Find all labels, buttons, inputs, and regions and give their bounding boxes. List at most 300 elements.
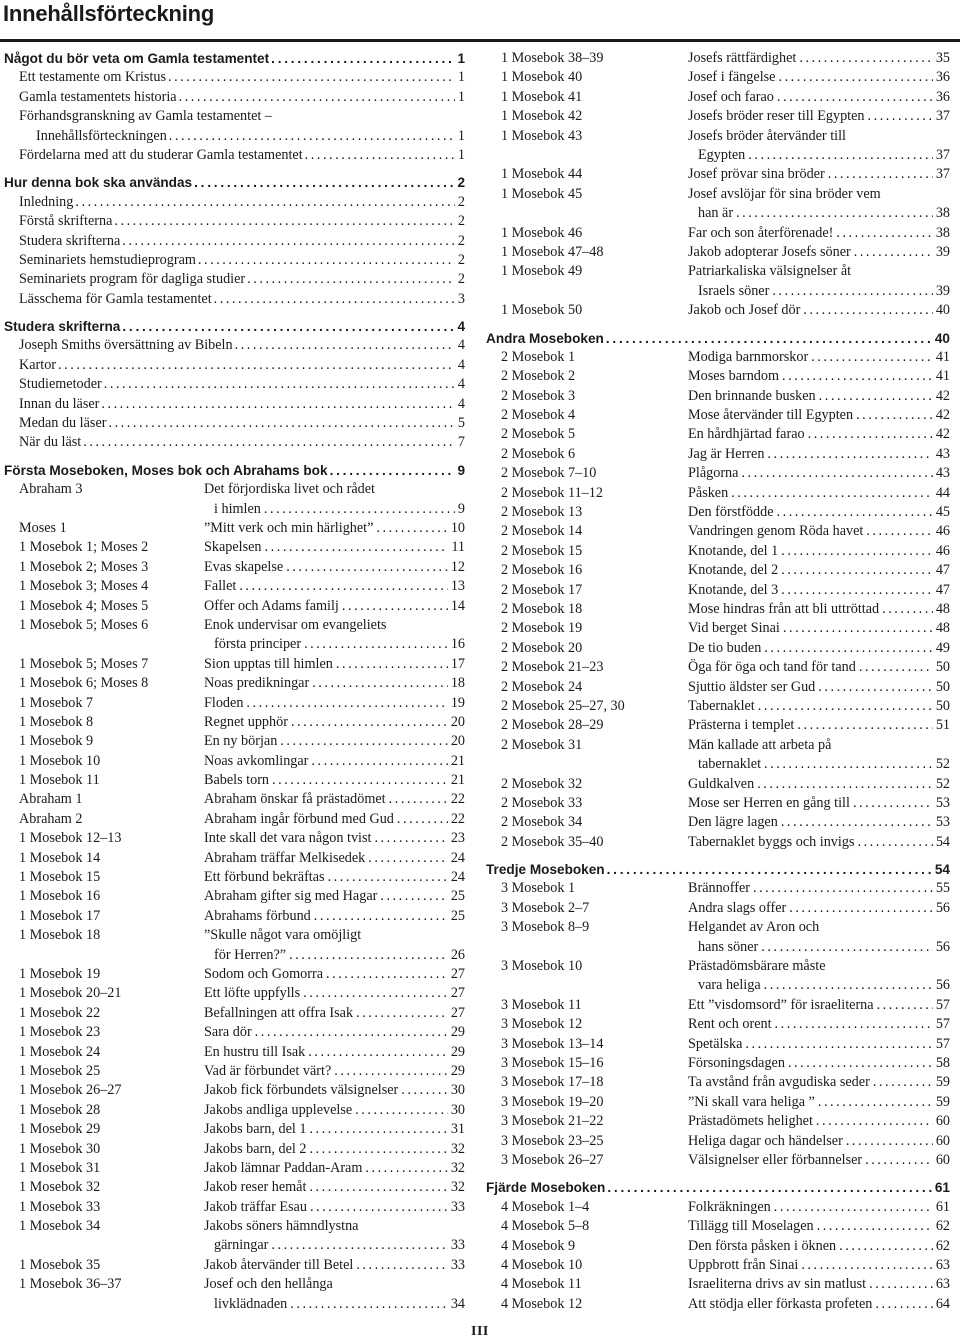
toc-chapter-row[interactable]	[486, 1073, 950, 1092]
chapter-reference: 1 Mosebok 47–48	[501, 243, 604, 260]
chapter-reference: 1 Mosebok 14	[19, 849, 101, 866]
chapter-title: Befallningen att offra Isak	[204, 1004, 354, 1021]
chapter-page: 33	[450, 1198, 465, 1215]
entry-title: När du läst	[19, 434, 82, 451]
chapter-title-line	[204, 810, 465, 829]
chapter-page: 47	[935, 562, 950, 579]
chapter-reference: 2 Mosebok 17	[501, 581, 583, 598]
chapter-title-line	[688, 1198, 950, 1217]
chapter-reference: 1 Mosebok 2; Moses 3	[19, 558, 149, 575]
toc-entry[interactable]	[4, 127, 465, 146]
chapter-title-block	[204, 597, 465, 616]
chapter-page: 17	[450, 655, 465, 672]
chapter-reference: 2 Mosebok 34	[501, 814, 583, 831]
toc-chapter-row[interactable]	[486, 301, 950, 320]
chapter-title-line	[204, 674, 465, 693]
dot-leader	[797, 716, 932, 735]
toc-chapter-row[interactable]	[486, 697, 950, 716]
dot-leader	[607, 860, 932, 879]
chapter-reference: 1 Mosebok 46	[501, 224, 583, 241]
toc-chapter-row[interactable]	[4, 655, 465, 674]
toc-chapter-row[interactable]	[486, 600, 950, 619]
chapter-reference: 1 Mosebok 7	[19, 694, 94, 711]
dot-leader	[309, 1120, 447, 1139]
chapter-page: 63	[935, 1276, 950, 1293]
entry-title: Gamla testamentets historia	[19, 88, 177, 105]
toc-chapter-row[interactable]	[486, 1035, 950, 1054]
toc-entry[interactable]	[4, 290, 465, 309]
toc-entry[interactable]	[4, 68, 465, 87]
section-heading[interactable]	[4, 49, 465, 68]
toc-chapter-row[interactable]	[486, 813, 950, 832]
toc-chapter-row[interactable]	[486, 1015, 950, 1034]
toc-chapter-row[interactable]	[486, 542, 950, 561]
toc-chapter-row[interactable]	[486, 918, 950, 957]
chapter-title-block	[688, 581, 950, 600]
chapter-reference: 1 Mosebok 34	[19, 1218, 101, 1235]
chapter-page: 37	[935, 166, 950, 183]
toc-chapter-row[interactable]	[486, 107, 950, 126]
toc-chapter-row[interactable]	[486, 794, 950, 813]
toc-chapter-row[interactable]	[4, 597, 465, 616]
chapter-title: ”Ni skall vara heliga ”	[688, 1093, 815, 1110]
chapter-page: 51	[935, 717, 950, 734]
dot-leader	[736, 204, 933, 223]
dot-leader	[774, 1198, 933, 1217]
chapter-title-line	[204, 887, 465, 906]
chapter-title-line	[688, 1237, 950, 1256]
toc-chapter-row[interactable]	[486, 775, 950, 794]
chapter-title: Den förstfödde	[688, 504, 774, 521]
chapter-title-line	[204, 1101, 465, 1120]
toc-entry[interactable]	[4, 356, 465, 375]
toc-chapter-row[interactable]	[486, 185, 950, 224]
toc-chapter-row[interactable]	[486, 1295, 950, 1314]
toc-chapter-row[interactable]	[4, 1120, 465, 1139]
toc-entry[interactable]	[4, 336, 465, 355]
chapter-title: Tillägg till Moselagen	[688, 1218, 814, 1235]
chapter-title: Prästerna i templet	[688, 717, 795, 734]
chapter-title: Josef avslöjar för sina bröder vem	[688, 185, 881, 202]
chapter-page: 22	[450, 791, 465, 808]
chapter-title-line	[204, 1198, 465, 1217]
chapter-title-line	[688, 561, 950, 580]
dot-leader	[309, 1140, 447, 1159]
chapter-title-block	[688, 484, 950, 503]
toc-chapter-row[interactable]	[4, 1004, 465, 1023]
chapter-title: Jakob återvänder till Betel	[204, 1256, 354, 1273]
toc-chapter-row[interactable]	[4, 887, 465, 906]
dot-leader	[836, 224, 932, 243]
chapter-title-block	[688, 1132, 950, 1151]
toc-chapter-row[interactable]	[486, 127, 950, 166]
chapter-title: Mose hindras från att bli uttröttad	[688, 600, 880, 617]
section-heading[interactable]	[4, 461, 465, 480]
toc-entry[interactable]	[4, 193, 465, 212]
chapter-title-block	[204, 480, 465, 519]
chapter-title-block	[204, 1023, 465, 1042]
toc-chapter-row[interactable]	[4, 1062, 465, 1081]
toc-chapter-row[interactable]	[486, 639, 950, 658]
toc-chapter-row[interactable]	[486, 996, 950, 1015]
toc-chapter-row[interactable]	[486, 561, 950, 580]
toc-chapter-row[interactable]	[4, 829, 465, 848]
chapter-page: 25	[450, 907, 465, 924]
toc-chapter-row[interactable]	[4, 558, 465, 577]
toc-chapter-row[interactable]	[4, 1217, 465, 1256]
chapter-page: 18	[450, 675, 465, 692]
entry-page: 2	[457, 271, 465, 288]
chapter-reference: 1 Mosebok 8	[19, 713, 94, 730]
dot-leader	[290, 1295, 448, 1314]
chapter-title-line	[688, 107, 950, 126]
chapter-reference: 1 Mosebok 12–13	[19, 830, 122, 847]
chapter-reference: 1 Mosebok 19	[19, 966, 101, 983]
toc-chapter-row[interactable]	[4, 577, 465, 596]
toc-chapter-row[interactable]	[4, 984, 465, 1003]
chapter-page: 37	[935, 146, 950, 163]
toc-chapter-row[interactable]	[486, 262, 950, 301]
chapter-page: 20	[450, 733, 465, 750]
toc-chapter-row[interactable]	[4, 926, 465, 965]
chapter-reference: 1 Mosebok 32	[19, 1179, 101, 1196]
dot-leader	[280, 732, 448, 751]
dot-leader	[757, 775, 933, 794]
toc-chapter-row[interactable]	[486, 1112, 950, 1131]
chapter-title-block	[688, 107, 950, 126]
toc-chapter-row[interactable]	[486, 425, 950, 444]
toc-chapter-row[interactable]	[4, 519, 465, 538]
toc-entry[interactable]	[4, 270, 465, 289]
heading-title: Första Moseboken, Moses bok och Abrahams bok	[4, 462, 328, 478]
chapter-page: 22	[450, 810, 465, 827]
toc-chapter-row[interactable]	[4, 1275, 465, 1314]
chapter-page: 55	[935, 880, 950, 897]
toc-chapter-row[interactable]	[4, 1178, 465, 1197]
toc-entry[interactable]	[4, 395, 465, 414]
chapter-title-line	[688, 185, 950, 204]
chapter-title-block	[688, 957, 950, 996]
toc-entry[interactable]	[4, 146, 465, 165]
chapter-reference: 1 Mosebok 24	[19, 1043, 101, 1060]
chapter-title-block	[688, 367, 950, 386]
toc-chapter-row[interactable]	[4, 1256, 465, 1275]
chapter-reference: 2 Mosebok 14	[501, 523, 583, 540]
chapter-page: 46	[935, 542, 950, 559]
chapter-title-continued: första principer	[214, 636, 302, 653]
toc-chapter-row[interactable]	[4, 790, 465, 809]
toc-chapter-row[interactable]	[486, 503, 950, 522]
chapter-page: 61	[935, 1198, 950, 1215]
dot-leader	[853, 794, 933, 813]
toc-chapter-row[interactable]	[486, 68, 950, 87]
chapter-title: Evas skapelse	[204, 558, 284, 575]
chapter-title: Spetälska	[688, 1035, 743, 1052]
toc-chapter-row[interactable]	[4, 1101, 465, 1120]
chapter-title: Knotande, del 2	[688, 562, 779, 579]
dot-leader	[101, 395, 455, 414]
chapter-title-line	[688, 425, 950, 444]
chapter-page: 36	[935, 69, 950, 86]
chapter-title: Jag är Herren	[688, 445, 765, 462]
chapter-title: Den lägre lagen	[688, 814, 778, 831]
toc-chapter-row[interactable]	[4, 480, 465, 519]
toc-entry[interactable]	[4, 375, 465, 394]
chapter-reference: 3 Mosebok 8–9	[501, 919, 590, 936]
toc-chapter-row[interactable]	[486, 1237, 950, 1256]
toc-chapter-row[interactable]	[486, 1093, 950, 1112]
toc-chapter-row[interactable]	[4, 694, 465, 713]
dot-leader	[374, 829, 447, 848]
chapter-reference: 4 Mosebok 10	[501, 1256, 583, 1273]
chapter-page: 20	[450, 713, 465, 730]
chapter-page: 39	[935, 282, 950, 299]
chapter-reference: 1 Mosebok 18	[19, 927, 101, 944]
chapter-reference: 1 Mosebok 43	[501, 127, 583, 144]
entry-page: 1	[457, 127, 465, 144]
toc-chapter-row[interactable]	[486, 1151, 950, 1170]
entry-title: Lässchema för Gamla testamentet	[19, 290, 212, 307]
chapter-title-line-2	[204, 1295, 465, 1314]
chapter-title-line	[688, 522, 950, 541]
toc-entry[interactable]	[4, 433, 465, 452]
chapter-title: Andra slags offer	[688, 899, 787, 916]
chapter-page: 60	[935, 1113, 950, 1130]
chapter-title-block	[204, 1120, 465, 1139]
section-gap	[4, 453, 465, 461]
chapter-reference: 3 Mosebok 19–20	[501, 1093, 604, 1110]
chapter-title-line	[204, 1275, 465, 1294]
toc-chapter-row[interactable]	[486, 88, 950, 107]
toc-chapter-row[interactable]	[4, 732, 465, 751]
toc-chapter-row[interactable]	[486, 1217, 950, 1236]
chapter-title-line	[204, 1043, 465, 1062]
dot-leader	[817, 1217, 933, 1236]
chapter-title-block	[204, 713, 465, 732]
toc-entry[interactable]	[4, 107, 465, 126]
chapter-page: 56	[935, 899, 950, 916]
chapter-title-line	[688, 1112, 950, 1131]
toc-chapter-row[interactable]	[4, 713, 465, 732]
dot-leader	[272, 771, 448, 790]
chapter-title-line	[204, 771, 465, 790]
chapter-page: 25	[450, 888, 465, 905]
toc-chapter-row[interactable]	[486, 957, 950, 996]
chapter-title: Abraham ingår förbund med Gud	[204, 810, 394, 827]
chapter-title-block	[204, 1275, 465, 1314]
chapter-title-block	[204, 732, 465, 751]
toc-chapter-row[interactable]	[486, 658, 950, 677]
chapter-title: Josef prövar sina bröder	[688, 166, 825, 183]
chapter-reference: 3 Mosebok 2–7	[501, 899, 590, 916]
chapter-title-block	[204, 926, 465, 965]
toc-chapter-row[interactable]	[486, 1132, 950, 1151]
toc-chapter-row[interactable]	[486, 522, 950, 541]
chapter-title-block	[688, 1035, 950, 1054]
chapter-page: 43	[935, 465, 950, 482]
chapter-title: Ett förbund bekräftas	[204, 869, 325, 886]
toc-chapter-row[interactable]	[486, 367, 950, 386]
chapter-title: Vandringen genom Röda havet	[688, 523, 864, 540]
chapter-title: Mose återvänder till Egypten	[688, 407, 854, 424]
chapter-reference: 3 Mosebok 10	[501, 958, 583, 975]
toc-chapter-row[interactable]	[486, 1198, 950, 1217]
dot-leader	[271, 1236, 447, 1255]
chapter-title: Sodom och Gomorra	[204, 966, 324, 983]
toc-chapter-row[interactable]	[486, 49, 950, 68]
toc-chapter-row[interactable]	[486, 387, 950, 406]
chapter-reference: 2 Mosebok 18	[501, 600, 583, 617]
toc-chapter-row[interactable]	[4, 810, 465, 829]
chapter-title-line	[688, 1217, 950, 1236]
heading-page: 40	[934, 330, 950, 346]
dot-leader	[777, 503, 933, 522]
dot-leader	[83, 433, 455, 452]
toc-chapter-row[interactable]	[486, 1275, 950, 1294]
section-heading[interactable]	[486, 1178, 950, 1197]
toc-chapter-row[interactable]	[4, 965, 465, 984]
chapter-title-line	[204, 597, 465, 616]
dot-leader	[286, 558, 448, 577]
dot-leader	[330, 461, 455, 480]
toc-chapter-row[interactable]	[486, 406, 950, 425]
toc-chapter-row[interactable]	[486, 484, 950, 503]
chapter-title: Vad är förbundet värt?	[204, 1062, 332, 1079]
chapter-title: ”Mitt verk och min härlighet”	[204, 520, 374, 536]
toc-chapter-row[interactable]	[486, 445, 950, 464]
chapter-reference: 3 Mosebok 23–25	[501, 1132, 604, 1149]
section-gap	[486, 852, 950, 860]
toc-chapter-row[interactable]	[486, 619, 950, 638]
chapter-title-block	[204, 752, 465, 771]
chapter-title-line	[688, 464, 950, 483]
chapter-title-line	[688, 716, 950, 735]
toc-chapter-row[interactable]	[4, 907, 465, 926]
toc-chapter-row[interactable]	[4, 868, 465, 887]
chapter-page: 9	[457, 500, 465, 517]
chapter-page: 43	[935, 445, 950, 462]
chapter-title-block	[204, 616, 465, 655]
chapter-reference: 1 Mosebok 1; Moses 2	[19, 539, 149, 556]
toc-chapter-row[interactable]	[4, 1081, 465, 1100]
chapter-title: Offer och Adams familj	[204, 597, 339, 614]
chapter-title: Knotande, del 1	[688, 542, 779, 559]
toc-chapter-row[interactable]	[486, 243, 950, 262]
section-heading[interactable]	[486, 860, 950, 879]
toc-entry[interactable]	[4, 232, 465, 251]
chapter-title-line	[688, 1015, 950, 1034]
dot-leader	[104, 375, 455, 394]
toc-chapter-row[interactable]	[486, 348, 950, 367]
chapter-title: Jakob och Josef dör	[688, 302, 801, 319]
dot-leader	[311, 752, 447, 771]
toc-chapter-row[interactable]	[486, 224, 950, 243]
entry-title: Medan du läser	[19, 415, 107, 432]
toc-chapter-row[interactable]	[486, 464, 950, 483]
chapter-reference: 1 Mosebok 25	[19, 1062, 101, 1079]
chapter-page: 31	[450, 1121, 465, 1138]
chapter-title: Abraham önskar få prästadömet	[204, 791, 386, 808]
toc-chapter-row[interactable]	[486, 833, 950, 852]
chapter-title: En hårdhjärtad farao	[688, 426, 805, 443]
toc-chapter-row[interactable]	[4, 1140, 465, 1159]
toc-chapter-row[interactable]	[4, 674, 465, 693]
dot-leader	[356, 1256, 448, 1275]
chapter-title-block	[204, 1081, 465, 1100]
toc-entry[interactable]	[4, 251, 465, 270]
toc-chapter-row[interactable]	[4, 849, 465, 868]
toc-chapter-row[interactable]	[486, 678, 950, 697]
toc-chapter-row[interactable]	[486, 1256, 950, 1275]
section-heading[interactable]	[4, 317, 465, 336]
chapter-title-line	[688, 49, 950, 68]
toc-chapter-row[interactable]	[486, 899, 950, 918]
chapter-title-line	[688, 918, 950, 937]
entry-page: 2	[457, 232, 465, 249]
chapter-title-block	[204, 1178, 465, 1197]
chapter-reference: 1 Mosebok 22	[19, 1004, 101, 1021]
chapter-reference: 2 Mosebok 25–27, 30	[501, 697, 625, 714]
toc-chapter-row[interactable]	[4, 1198, 465, 1217]
toc-entry[interactable]	[4, 212, 465, 231]
chapter-title-block	[688, 813, 950, 832]
toc-chapter-row[interactable]	[486, 716, 950, 735]
chapter-reference: 1 Mosebok 11	[19, 772, 100, 789]
toc-chapter-row[interactable]	[4, 1159, 465, 1178]
chapter-page: 41	[935, 348, 950, 365]
toc-chapter-row[interactable]	[486, 879, 950, 898]
toc-chapter-row[interactable]	[486, 736, 950, 775]
toc-chapter-row[interactable]	[4, 616, 465, 655]
chapter-reference: 2 Mosebok 1	[501, 348, 576, 365]
chapter-title-line	[204, 1159, 465, 1178]
chapter-title-continued: gärningar	[214, 1237, 269, 1254]
chapter-title-block	[688, 88, 950, 107]
dot-leader	[818, 1093, 933, 1112]
chapter-reference: 1 Mosebok 29	[19, 1121, 101, 1138]
toc-chapter-row[interactable]	[4, 538, 465, 557]
toc-chapter-row[interactable]	[4, 771, 465, 790]
toc-chapter-row[interactable]	[4, 1023, 465, 1042]
toc-entry[interactable]	[4, 88, 465, 107]
chapter-reference: 1 Mosebok 50	[501, 302, 583, 319]
chapter-title-line	[204, 1081, 465, 1100]
toc-chapter-row[interactable]	[486, 165, 950, 184]
chapter-title-line	[204, 616, 465, 635]
chapter-title-line	[204, 732, 465, 751]
chapter-title-line	[688, 1054, 950, 1073]
toc-entry[interactable]	[4, 414, 465, 433]
chapter-page: 32	[450, 1140, 465, 1157]
chapter-title-line	[204, 558, 465, 577]
toc-chapter-row[interactable]	[486, 581, 950, 600]
toc-chapter-row[interactable]	[4, 752, 465, 771]
toc-chapter-row[interactable]	[486, 1054, 950, 1073]
chapter-reference: 2 Mosebok 4	[501, 407, 576, 424]
chapter-title-block	[204, 1062, 465, 1081]
section-heading[interactable]	[486, 329, 950, 348]
dot-leader	[859, 658, 933, 677]
chapter-title-block	[688, 406, 950, 425]
dot-leader	[179, 88, 455, 107]
chapter-title-line	[688, 775, 950, 794]
chapter-page: 32	[450, 1179, 465, 1196]
chapter-title-block	[688, 445, 950, 464]
chapter-title-block	[688, 697, 950, 716]
dot-leader	[866, 522, 932, 541]
section-heading[interactable]	[4, 173, 465, 192]
toc-chapter-row[interactable]	[4, 1043, 465, 1062]
